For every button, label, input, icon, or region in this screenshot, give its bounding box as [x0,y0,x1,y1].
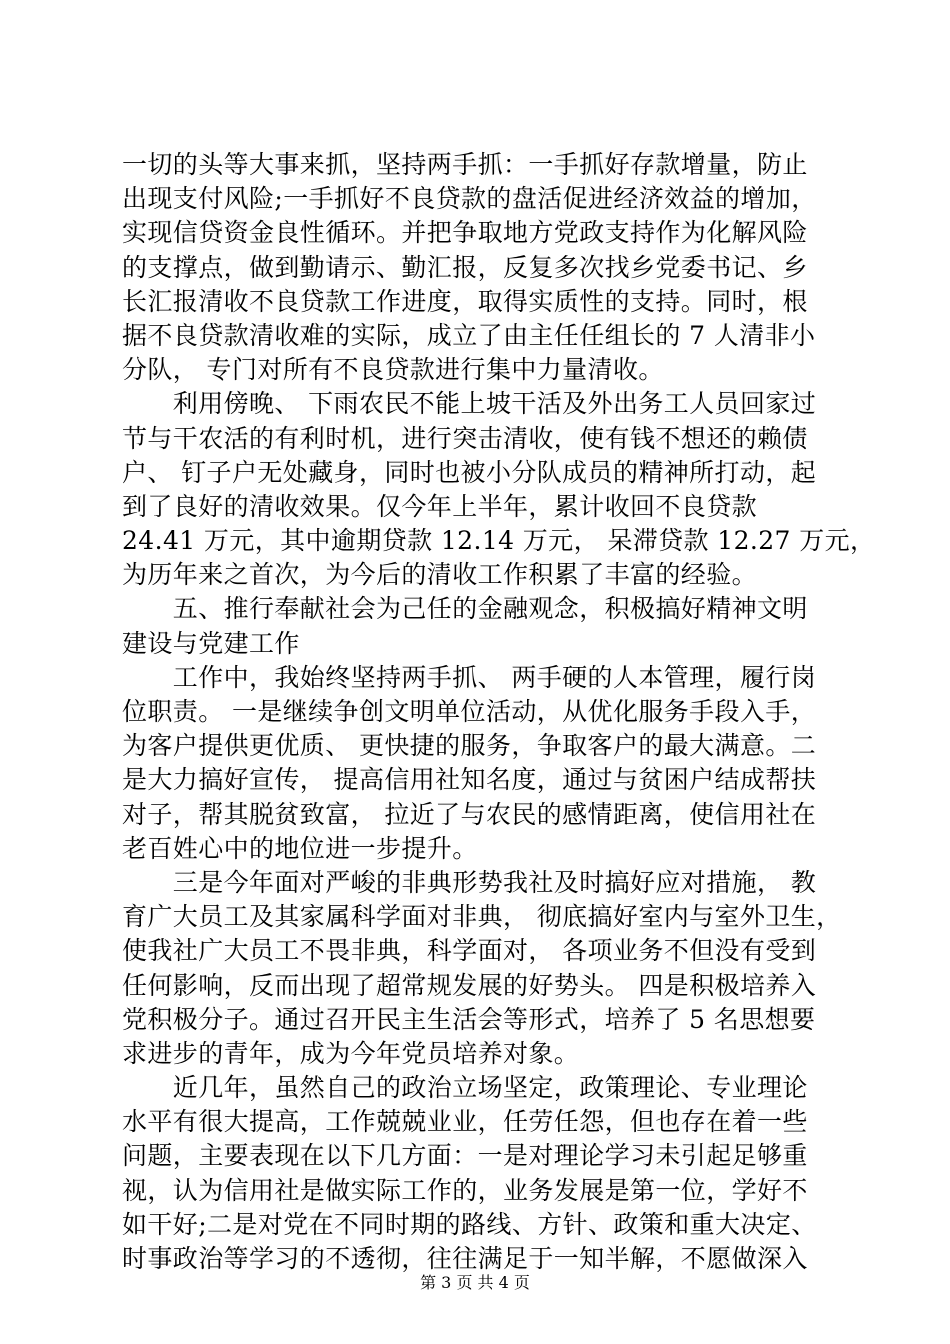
text-line: 水平有很大提高，工作兢兢业业，任劳任怨，但也存在着一些 [122,1107,808,1137]
text-line: 问题，主要表现在以下几方面：一是对理论学习未引起足够重 [122,1141,808,1171]
text-line: 任何影响，反而出现了超常规发展的好势头。 四是积极培养入 [122,970,817,1000]
text-line: 的支撑点，做到勤请示、勤汇报，反复多次找乡党委书记、乡 [122,252,808,282]
text-line: 近几年，虽然自己的政治立场坚定，政策理论、专业理论 [122,1073,808,1103]
text-line: 如干好;二是对党在不同时期的路线、方针、政策和重大决定、 [122,1209,817,1239]
text-line: 三是今年面对严峻的非典形势我社及时搞好应对措施， 教 [122,867,817,897]
text-line: 利用傍晚、 下雨农民不能上坡干活及外出务工人员回家过 [122,389,817,419]
text-line: 为客户提供更优质、 更快捷的服务，争取客户的最大满意。二 [122,731,817,761]
text-line: 到了良好的清收效果。仅今年上半年，累计收回不良贷款 [122,491,758,521]
text-line: 时事政治等学习的不透彻，往往满足于一知半解，不愿做深入 [122,1244,808,1273]
text-line: 出现支付风险;一手抓好不良贷款的盘活促进经济效益的增加， [122,184,817,214]
page-footer [0,1272,950,1294]
text-line: 是大力搞好宣传， 提高信用社知名度，通过与贫困户结成帮扶 [122,765,817,795]
document-body [122,148,876,1276]
text-line: 五、推行奉献社会为己任的金融观念，积极搞好精神文明 [122,594,808,624]
text-line: 节与干农活的有利时机，进行突击清收，使有钱不想还的赖债 [122,423,808,453]
text-line: 一切的头等大事来抓，坚持两手抓：一手抓好存款增量，防止 [122,150,808,179]
text-line: 工作中，我始终坚持两手抓、 两手硬的人本管理，履行岗 [122,662,817,692]
page-number-label: 第 3 页 共 4 页 [420,1273,530,1292]
text-line: 求进步的青年，成为今年党员培养对象。 [122,1038,580,1068]
text-line: 建设与党建工作 [122,628,300,658]
text-line: 实现信贷资金良性循环。并把争取地方党政支持作为化解风险 [122,218,808,248]
text-line: 24.41 万元，其中逾期贷款 12.14 万元， 呆滞贷款 12.27 万元， [122,526,876,556]
text-line: 使我社广大员工不畏非典，科学面对， 各项业务不但没有受到 [122,936,817,966]
text-line: 长汇报清收不良贷款工作进度，取得实质性的支持。同时，根 [122,286,808,316]
text-line: 分队， 专门对所有不良贷款进行集中力量清收。 [122,355,664,385]
text-line: 据不良贷款清收难的实际，成立了由主任任组长的 7 人清非小 [122,320,816,350]
text-line: 老百姓心中的地位进一步提升。 [122,833,478,863]
text-line: 位职责。 一是继续争创文明单位活动，从优化服务手段入手， [122,697,817,726]
text-line: 为历年来之首次，为今后的清收工作积累了丰富的经验。 [122,560,758,590]
text-line: 视，认为信用社是做实际工作的，业务发展是第一位，学好不 [122,1175,808,1205]
text-line: 对子，帮其脱贫致富， 拉近了与农民的感情距离，使信用社在 [122,799,817,829]
text-line: 户、 钉子户无处藏身，同时也被小分队成员的精神所打动，起 [122,457,817,487]
text-line: 育广大员工及其家属科学面对非典， 彻底搞好室内与室外卫生， [122,902,842,932]
text-line: 党积极分子。通过召开民主生活会等形式，培养了 5 名思想要 [122,1004,816,1034]
